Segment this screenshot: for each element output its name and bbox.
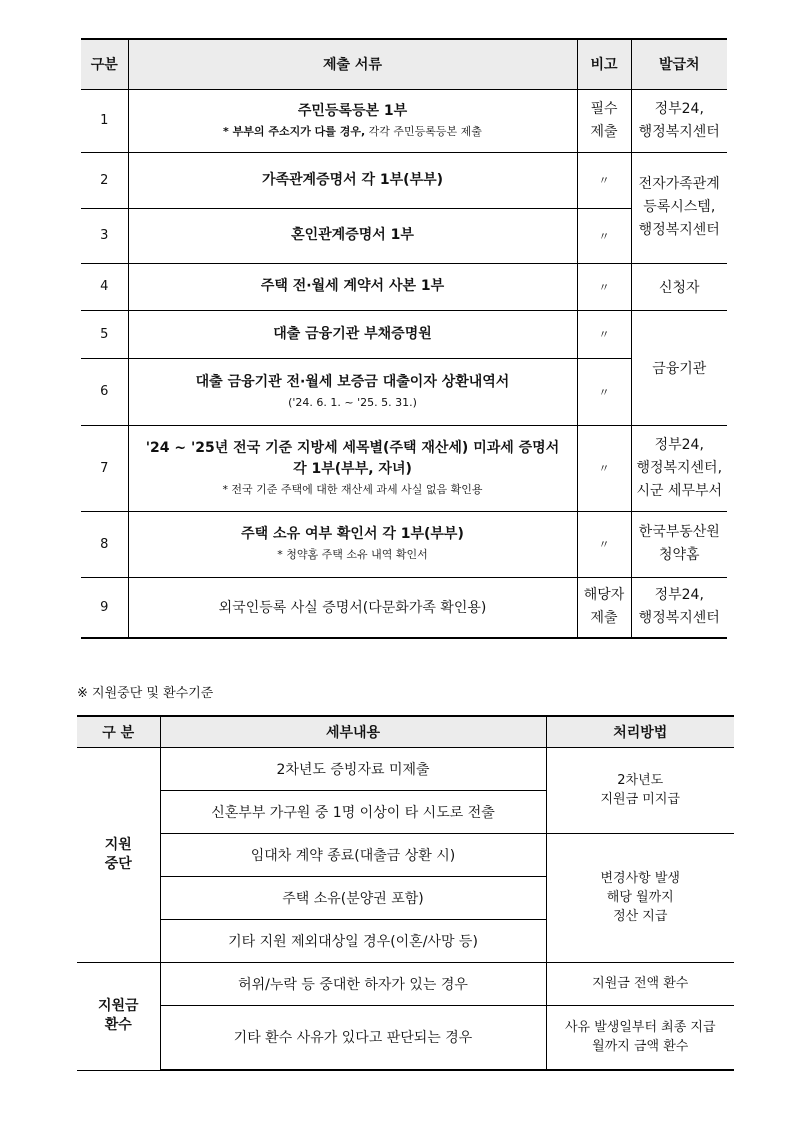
document-cell: [128, 425, 577, 511]
document-note: * 전국 기준 주택에 대한 재산세 과세 사실 없음 확인용: [222, 482, 483, 496]
remark-ditto: 〃: [577, 358, 631, 425]
table-row: [81, 358, 727, 425]
table-row: [81, 577, 727, 638]
row-number: 9: [81, 577, 128, 638]
header-details: 세부내용: [160, 716, 546, 747]
table-row: [77, 747, 734, 790]
detail-item: 임대차 계약 종료(대출금 상환 시): [160, 833, 546, 876]
detail-item: 기타 지원 제외대상일 경우(이혼/사망 등): [160, 919, 546, 962]
issuer-cell: 금융기관: [631, 310, 727, 425]
issuer-line: 시군 세무부서: [636, 482, 723, 499]
method-cell: [546, 833, 734, 962]
document-note: [129, 122, 577, 141]
method-line: 변경사항 발생: [600, 871, 680, 886]
category-line: 중단: [104, 855, 132, 872]
row-number: 7: [81, 425, 128, 511]
category-line: 지원: [104, 836, 132, 853]
category-line: 환수: [104, 1017, 132, 1033]
section-note-heading: ※ 지원중단 및 환수기준: [77, 686, 214, 701]
issuer-line: 행정복지센터,: [636, 459, 723, 476]
document-title: 대출 금융기관 부채증명원: [273, 325, 432, 342]
issuer-cell: [631, 152, 727, 263]
document-cell: [128, 208, 577, 263]
issuer-line: 행정복지센터: [638, 610, 720, 627]
category-refund: [77, 962, 160, 1070]
remark-ditto: 〃: [577, 263, 631, 310]
remark-ditto: 〃: [577, 310, 631, 358]
document-cell: [128, 89, 577, 152]
header-method: 처리방법: [546, 716, 734, 747]
table-row: [77, 833, 734, 876]
row-number: 6: [81, 358, 128, 425]
remark-line: 제출: [590, 123, 618, 140]
header-issuer: 발급처: [631, 39, 727, 89]
method-line: 정산 지급: [613, 909, 668, 924]
document-cell: [128, 263, 577, 310]
detail-item: 신혼부부 가구원 중 1명 이상이 타 시도로 전출: [160, 790, 546, 833]
detail-item: 기타 환수 사유가 있다고 판단되는 경우: [160, 1005, 546, 1070]
detail-item: 주택 소유(분양권 포함): [160, 876, 546, 919]
remark-line: 해당자: [583, 587, 625, 604]
remark-cell: [577, 577, 631, 638]
table-header-row: [77, 716, 734, 747]
document-title: 대출 금융기관 전·월세 보증금 대출이자 상환내역서: [195, 373, 510, 390]
header-category: 구 분: [77, 716, 160, 747]
category-line: 지원금: [97, 998, 139, 1014]
issuer-cell: [631, 425, 727, 511]
issuer-line: 행정복지센터: [638, 123, 720, 140]
table-row: [81, 425, 727, 511]
table-row: [81, 208, 727, 263]
document-note: ('24. 6. 1. ~ '25. 5. 31.): [288, 395, 417, 409]
method-line: 해당 월까지: [606, 890, 674, 905]
document-cell: [128, 310, 577, 358]
issuer-line: 정부24,: [654, 436, 704, 453]
document-title: 외국인등록 사실 증명서(다문화가족 확인용): [218, 600, 487, 617]
document-cell: [128, 358, 577, 425]
issuer-cell: [631, 511, 727, 577]
issuer-line: 등록시스템,: [643, 199, 716, 215]
category-suspend: [77, 747, 160, 962]
row-number: 3: [81, 208, 128, 263]
issuer-line: 정부24,: [654, 587, 704, 604]
method-line: 월까지 금액 환수: [592, 1039, 689, 1055]
document-title: 주민등록등본 1부: [297, 102, 408, 119]
remark-cell: [577, 89, 631, 152]
document-title: '24 ~ '25년 전국 기준 지방세 세목별(주택 재산세) 미과세 증명서: [145, 439, 560, 456]
row-number: 8: [81, 511, 128, 577]
table-row: [77, 962, 734, 1005]
row-number: 1: [81, 89, 128, 152]
remark-ditto: 〃: [577, 425, 631, 511]
method-line: 사유 발생일부터 최종 지급: [564, 1020, 716, 1036]
method-cell: [546, 747, 734, 833]
document-title: 주택 소유 여부 확인서 각 1부(부부): [241, 526, 464, 542]
table-row: [77, 1005, 734, 1070]
method-line: 2차년도: [617, 773, 664, 788]
document-note: * 청약홈 주택 소유 내역 확인서: [277, 548, 428, 561]
issuer-cell: [631, 89, 727, 152]
suspension-refund-table: [77, 715, 734, 1071]
issuer-line: 한국부동산원: [638, 524, 720, 540]
document-title: 가족관계증명서 각 1부(부부): [261, 171, 444, 188]
remark-line: 필수: [590, 100, 618, 117]
remark-ditto: 〃: [577, 152, 631, 208]
document-title: 각 1부(부부, 자녀): [293, 460, 412, 477]
document-title: 주택 전·월세 계약서 사본 1부: [260, 278, 445, 294]
row-number: 5: [81, 310, 128, 358]
document-note-emphasis: * 부부의 주소지가 다를 경우,: [223, 124, 366, 138]
issuer-line: 전자가족관계: [638, 176, 720, 192]
document-cell: [128, 511, 577, 577]
row-number: 4: [81, 263, 128, 310]
table-header-row: [81, 39, 727, 89]
document-cell: [128, 577, 577, 638]
issuer-line: 행정복지센터: [638, 222, 720, 238]
table-row: [81, 310, 727, 358]
issuer-line: 정부24,: [654, 100, 704, 117]
table-row: [81, 511, 727, 577]
remark-line: 제출: [590, 610, 618, 627]
header-category: 구분: [81, 39, 128, 89]
table-row: [81, 263, 727, 310]
row-number: 2: [81, 152, 128, 208]
remark-ditto: 〃: [577, 208, 631, 263]
required-documents-table: [81, 38, 727, 639]
issuer-cell: 신청자: [631, 263, 727, 310]
remark-ditto: 〃: [577, 511, 631, 577]
header-remark: 비고: [577, 39, 631, 89]
method-cell: [546, 1005, 734, 1070]
detail-item: 허위/누락 등 중대한 하자가 있는 경우: [160, 962, 546, 1005]
method-cell: 지원금 전액 환수: [546, 962, 734, 1005]
table-row: [81, 89, 727, 152]
document-note-text: 각각 주민등록등본 제출: [365, 124, 482, 138]
issuer-line: 청약홈: [658, 547, 700, 563]
document-title: 혼인관계증명서 1부: [291, 227, 414, 243]
document-cell: [128, 152, 577, 208]
method-line: 지원금 미지급: [600, 792, 680, 807]
header-documents: 제출 서류: [128, 39, 577, 89]
detail-item: 2차년도 증빙자료 미제출: [160, 747, 546, 790]
issuer-cell: [631, 577, 727, 638]
table-row: [81, 152, 727, 208]
